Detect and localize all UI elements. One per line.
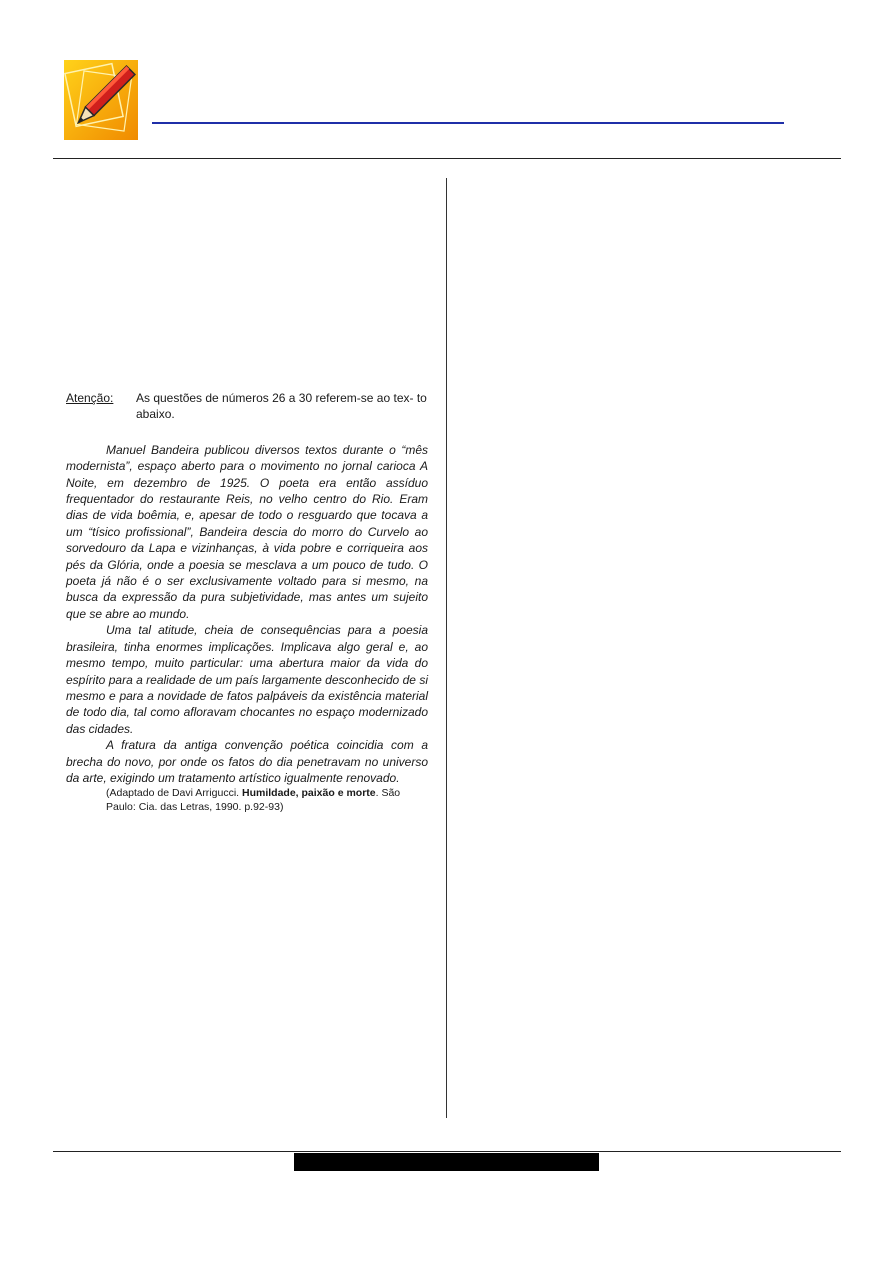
header-divider (53, 158, 841, 159)
column-divider (446, 178, 447, 1118)
attention-label: Atenção: (66, 391, 114, 405)
attention-text: As questões de números 26 a 30 referem-se ao tex- to abaixo. (136, 391, 427, 422)
pencil-logo-icon (64, 60, 138, 140)
citation (106, 786, 428, 814)
footer-divider (53, 1151, 841, 1152)
citation-title: Humildade, paixão e morte (242, 787, 376, 800)
passage-paragraph: A fratura da antiga convenção poética coincidia com a brecha do novo, por onde os fatos do dia penetravam no universo da arte, exigindo um tratamento artístico igualmente renovado. (66, 738, 428, 785)
footer-bar (294, 1153, 599, 1171)
passage (66, 442, 428, 787)
header-blue-rule (152, 122, 784, 124)
passage-paragraph: Manuel Bandeira publicou diversos textos durante o “mês modernista”, espaço aberto para o movimento no jornal carioca A Noite, em dezembro de 1925. O poeta era então assíduo frequentador do restaurante Reis, no velho centro do Rio. Eram dias de vida boêmia, e, apesar de todo o resguardo que tocava a um “tísico profissional”, Bandeira descia do morro do Curvelo ao sorvedouro da Lapa e vizinhanças, à vida pobre e corriqueira aos pés da Glória, onde a poesia se mesclava a um pouco de tudo. O poeta já não é o ser exclusivamente voltado para si mesmo, na busca da expressão da pura subjetividade, mas antes um sujeito que se abre ao mundo. (66, 442, 428, 621)
citation-suffix: . São Paulo: Cia. das Letras, 1990. p.92-93) (106, 787, 401, 814)
passage-paragraph: Uma tal atitude, cheia de consequências para a poesia brasileira, tinha enormes implicações. Implicava algo geral e, ao mesmo tempo, muito particular: uma abertura maior da vida do espírito para a realidade de um país largamente desconhecido de si mesmo e para a novidade de fatos palpáveis da existência material de todo dia, tal como afloravam chocantes no espaço modernizado das cidades. (66, 623, 428, 736)
left-column (66, 390, 428, 814)
attention-note (66, 390, 428, 423)
citation-prefix: (Adaptado de Davi Arrigucci. (106, 787, 240, 800)
